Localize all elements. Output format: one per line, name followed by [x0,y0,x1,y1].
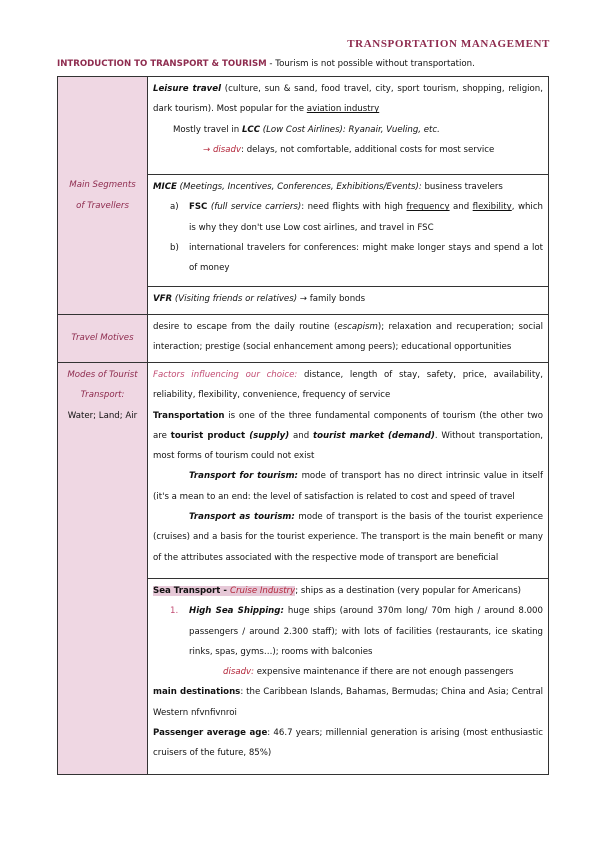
flexibility-word: flexibility [472,202,512,213]
mice-item-a [153,197,543,238]
item-a-marker: a) [170,202,179,213]
transportation-para [153,406,543,467]
vfr-text: → family bonds [297,294,366,304]
notes-table [57,76,549,775]
leisure-cell [148,77,549,175]
disadv-text: : delays, not comfortable, additional costs for most service [241,144,495,155]
tat-term: Transport as tourism: [189,512,295,523]
cruise-industry: Cruise Industry [229,586,296,596]
leisure-text: (culture, sun & sand, food travel, city, sport tourism, shopping, religion, dark tourism). Most popular for the [153,84,543,115]
motives-label-cell [58,315,148,363]
modes-sub: Water; Land; Air [67,410,138,421]
modes-label-cell [58,363,148,775]
vfr-line [153,289,543,309]
vfr-paren: (Visiting friends or relatives) [172,294,298,304]
fsc-text1: : need flights with high [301,202,407,213]
leisure-para [153,79,543,120]
leisure-disadv-line [153,140,543,160]
lcc-term: LCC [241,124,261,135]
sea-cell [148,579,549,775]
tat-para [153,507,543,568]
sea-item-1 [153,601,543,662]
tourist-market: tourist market (demand) [312,430,435,441]
motives-label: Travel Motives [71,333,134,344]
item-1-marker: 1. [170,606,179,617]
item-a-text [189,197,543,238]
factors-label: Factors influencing our choice: [153,370,298,380]
intro-heading: INTRODUCTION TO TRANSPORT & TOURISM [57,59,267,69]
modes-label-line2: Transport: [80,390,125,401]
fsc-text2: , which is why they don't use Low cost airlines, and travel in FSC [189,202,543,233]
row-modes [58,363,549,579]
segments-label-line2: of Travellers [76,200,129,211]
mice-paren: (Meetings, Incentives, Conferences, Exhibitions/Events): [176,182,422,192]
hss-term: High Sea Shipping: [189,606,284,617]
sea-heading-text: ; ships as a destination (very popular for Americans) [295,586,522,596]
motives-cell [148,315,549,363]
sea-dash: - [220,586,230,596]
motives-text2: ); relaxation and recuperation; social interaction; prestige (social enhancement among peers); educational opportunities [153,322,544,353]
row-leisure [58,77,549,175]
arrow-glyph: → [203,144,213,155]
mice-title: MICE [153,182,177,192]
hss-text: huge ships (around 370m long/ 70m high / around 8.000 passengers / around 2.300 staff); with lots of facilities (restaurants, ice skating rinks, spas, gyms…); rooms with balconies [189,606,543,657]
factors-para [153,365,543,406]
sea-heading: Sea Transport [153,586,221,596]
lcc-prefix: Mostly travel in [173,124,242,135]
mice-cell [148,175,549,287]
sea-heading-line [153,581,543,601]
lcc-text: (Low Cost Airlines): Ryanair, Vueling, etc. [260,124,440,135]
item-b-text: international travelers for conferences: might make longer stays and spend a lot of money [189,242,543,274]
fsc-paren: (full service carriers) [207,202,302,213]
tourist-product: tourist product [170,430,246,441]
modes-cell [148,363,549,579]
lcc-line [153,120,543,140]
supply-word: (supply) [245,430,290,441]
segments-label-cell [58,77,148,315]
mice-text: business travelers [421,182,503,192]
destinations-label: main destinations [153,687,241,698]
mice-line [153,177,543,197]
intro-separator: - [266,59,276,69]
transportation-term: Transportation [153,410,225,421]
sea-disadv-label: disadv: [223,667,255,678]
item-1-text [189,601,543,662]
factors-text: distance, length of stay, safety, price, availability, reliability, flexibility, convenience, frequency of service [153,370,544,401]
item-b-marker: b) [170,242,179,253]
mice-item-b [153,238,543,279]
tft-text: mode of transport has no direct intrinsic value in itself (it's a mean to an end: the level of satisfaction is related to cost and speed of travel [153,471,544,502]
segments-label-line1: Main Segments [69,180,136,191]
transportation-text2: . Without transportation, most forms of tourism could not exist [153,430,544,462]
row-motives [58,315,549,363]
and-word: and [449,202,473,213]
and-conj: and [289,430,313,441]
tft-para [153,466,543,507]
sea-disadv-text: expensive maintenance if there are not enough passengers [254,667,514,678]
age-label: Passenger average age [153,728,268,739]
fsc-term: FSC [189,202,208,213]
document-header: TRANSPORTATION MANAGEMENT [347,38,550,50]
destinations-text: : the Caribbean Islands, Bahamas, Bermudas; China and Asia; Central Western nfvnfivnroi [153,687,543,718]
vfr-title: VFR [153,294,173,304]
sea-disadv-line [153,662,543,682]
intro-line [57,59,557,69]
disadv-label: disadv [212,144,242,155]
age-para [153,723,543,764]
tat-text: mode of transport is the basis of the tourist experience (cruises) and a basis for the tourist experience. The transport is the main benefit or many of the attributes associated with the respective mode of transport are beneficial [153,512,543,563]
transportation-text1: is one of the three fundamental components of tourism (the other two are [153,410,543,441]
intro-text: Tourism is not possible without transportation. [275,59,475,69]
age-text: : 46.7 years; millennial generation is arising (most enthusiastic cruisers of the future, 85%) [153,728,544,759]
escapism-word: escapism [337,322,378,332]
tft-term: Transport for tourism: [189,471,298,482]
modes-label-line1: Modes of Tourist [67,370,138,380]
frequency-word: frequency [406,202,450,213]
motives-text1: desire to escape from the daily routine ( [153,322,338,332]
leisure-title: Leisure travel [153,84,222,94]
vfr-cell [148,287,549,315]
destinations-para [153,682,543,723]
motives-para [153,317,543,358]
aviation-link: aviation industry [306,104,380,115]
